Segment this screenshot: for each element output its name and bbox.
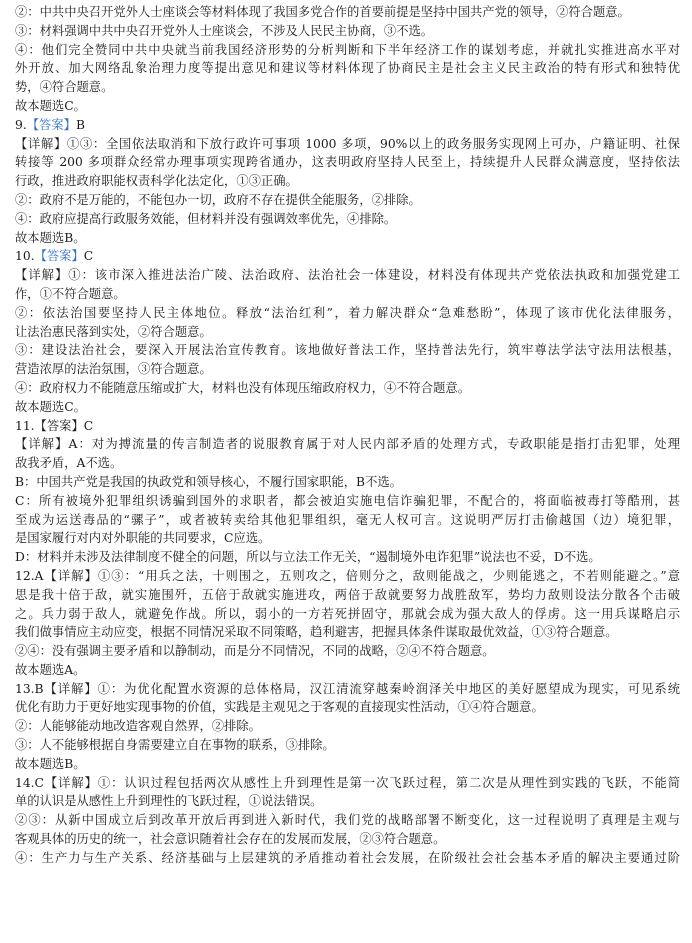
text-line: 【详解】①③：全国依法取消和下放行政许可事项 1000 多项，90%以上的政务服务实现网上可办，户籍证明、社保	[15, 136, 680, 151]
text-line: 外开放、加大网络乱象治理力度等提出意见和建议等材料体现了协商民主是社会主义民主政治的特有形式和独特优	[15, 61, 680, 76]
text-line: 【详解】①：该市深入推进法治广陵、法治政府、法治社会一体建设，材料没有体现共产党依法执政和加强党建工	[15, 268, 680, 283]
text-line: B：中国共产党是我国的执政党和领导核心，不履行国家职能，B不选。	[15, 474, 402, 489]
text-line: 敌我矛盾，A不选。	[15, 456, 123, 471]
question-14	[15, 774, 680, 868]
text-line: 至成为运送毒品的“骡子”，或者被转卖给其他犯罪组织，毫无人权可言。这说明严厉打击偷越国（边）境犯罪，	[15, 512, 680, 527]
text-line: 让法治惠民落到实处，②符合题意。	[15, 324, 212, 339]
text-line: ②：依法治国要坚持人民主体地位。释放“法治红利”，着力解决群众“急难愁盼”，体现了该市优化法律服务，	[15, 305, 680, 320]
text-line: ④：政府应提高行政服务效能，但材料并没有强调效率优先，④排除。	[15, 211, 397, 226]
text-line: 故本题选A。	[15, 662, 86, 677]
question-13	[15, 680, 680, 774]
answer-letter: B	[75, 117, 85, 132]
text-line: ②④：没有强调主要矛盾和以静制动，而是分不同情况，不同的战略，②④不符合题意。	[15, 644, 495, 659]
text-line: ②：政府不是万能的，不能包办一切，政府不存在提供全能服务，②排除。	[15, 192, 421, 207]
text-line: 是国家履行对内对外职能的共同要求，C应选。	[15, 531, 271, 546]
question-number: 9.	[15, 117, 27, 132]
text-line: ④：政府权力不能随意压缩或扩大，材料也没有体现压缩政府权力，④不符合题意。	[15, 380, 470, 395]
text-line: 势，④符合题意。	[15, 80, 114, 95]
q8-continuation	[15, 3, 680, 116]
text-line: 之。兵力弱于敌人，就避免作战。所以，弱小的一方若死拼固守，那就会成为强大敌人的俘虏。这一用兵谋略启示	[15, 606, 680, 621]
text-line: 转接等 200 多项群众经常办理事项实现跨省通办，这表明政府坚持人民至上，持续提升人民群众满意度，坚持依法	[15, 155, 680, 170]
text-line: ③：建设法治社会，要深入开展法治宣传教育。该地做好普法工作，坚持普法先行，筑牢尊法学法守法用法根基，	[15, 343, 680, 358]
text-line: 行政，推进政府职能权责科学化法定化，①③正确。	[15, 174, 298, 189]
question-number: 10.	[15, 249, 35, 264]
text-line: ②：中共中央召开党外人士座谈会等材料体现了我国多党合作的首要前提是坚持中国共产党的领导，②符合题意。	[15, 5, 630, 19]
text-line: C：所有被境外犯罪组织诱骗到国外的求职者，都会被迫实施电信诈骗犯罪，不配合的，将面临被毒打等酷刑，甚	[15, 493, 680, 508]
answer-heading: 11.【答案】C	[15, 418, 94, 433]
text-line: 营造浓厚的法治氛围，③符合题意。	[15, 362, 212, 377]
text-line: ④：他们完全赞同中共中央就当前我国经济形势的分析判断和下半年经济工作的谋划考虑，并就扎实推进高水平对	[15, 42, 680, 57]
answer-tag: 【答案】	[26, 117, 76, 132]
text-line: ③：材料强调中共中央召开党外人士座谈会，不涉及人民民主协商，③不选。	[15, 23, 434, 38]
text-line: ②：人能够能动地改造客观自然界，②排除。	[15, 719, 261, 734]
question-10	[15, 247, 680, 416]
text-line: 作，①不符合题意。	[15, 286, 126, 301]
text-line: 思是我十倍于敌，就实施围歼，五倍于敌就实施进攻，两倍于敌就要努力战胜敌军，势均力敌则设法分散各个击破	[15, 587, 680, 602]
text-line: 14.C【详解】①：认识过程包括两次从感性上升到理性是第一次飞跃过程，第二次是从理性到实践的飞跃，不能简	[15, 775, 680, 790]
text-line: 客观具体的历史的统一，社会意识随着社会存在的发展而发展，②③符合题意。	[15, 832, 446, 847]
text-line: 故本题选C。	[15, 98, 86, 113]
question-11	[15, 417, 680, 567]
text-line: ②③：从新中国成立后到改革开放后再到进入新时代，我们党的战略部署不断变化，这一过程说明了真理是主观与	[15, 813, 680, 828]
text-line: 故本题选B。	[15, 756, 86, 771]
text-line: 单的认识是从感性上升到理性的飞跃过程，①说法错误。	[15, 794, 323, 809]
answer-heading	[15, 116, 680, 135]
question-12	[15, 567, 680, 680]
text-line: 【详解】A：对为搏流量的传言制造者的说服教育属于对人民内部矛盾的处理方式，专政职能是指打击犯罪，处理	[15, 437, 680, 452]
answer-heading	[15, 247, 680, 266]
text-line: 故本题选B。	[15, 230, 86, 245]
text-line: ③：人不能够根据自身需要建立自在事物的联系，③排除。	[15, 738, 335, 753]
text-line: 13.B【详解】①：为优化配置水资源的总体格局，汉江清流穿越秦岭润泽关中地区的美好愿望成为现实，可见系统	[15, 681, 680, 696]
text-line: ④：生产力与生产关系、经济基础与上层建筑的矛盾推动着社会发展，在阶级社会社会基本矛盾的解决主要通过阶	[15, 850, 680, 865]
text-line: 故本题选C。	[15, 399, 86, 414]
text-line: 12.A【详解】①③：“用兵之法，十则围之，五则攻之，倍则分之，敌则能战之，少则能逃之，不若则能避之。”意	[15, 568, 680, 583]
question-9	[15, 116, 680, 248]
text-line: 我们做事情应主动应变，根据不同情况采取不同策略，趋利避害，把握具体条件谋取最优效益，①③符合题意。	[15, 625, 618, 640]
text-line: 优化有助力于更好地实现事物的价值，实践是主观见之于客观的直接现实性活动，①④符合题意。	[15, 700, 544, 715]
answer-tag: 【答案】	[34, 249, 84, 264]
text-line: D：材料并未涉及法律制度不健全的问题，所以与立法工作无关，“遏制境外电诈犯罪”说法也不妥，D不选。	[15, 550, 601, 565]
answer-letter: C	[83, 249, 94, 264]
